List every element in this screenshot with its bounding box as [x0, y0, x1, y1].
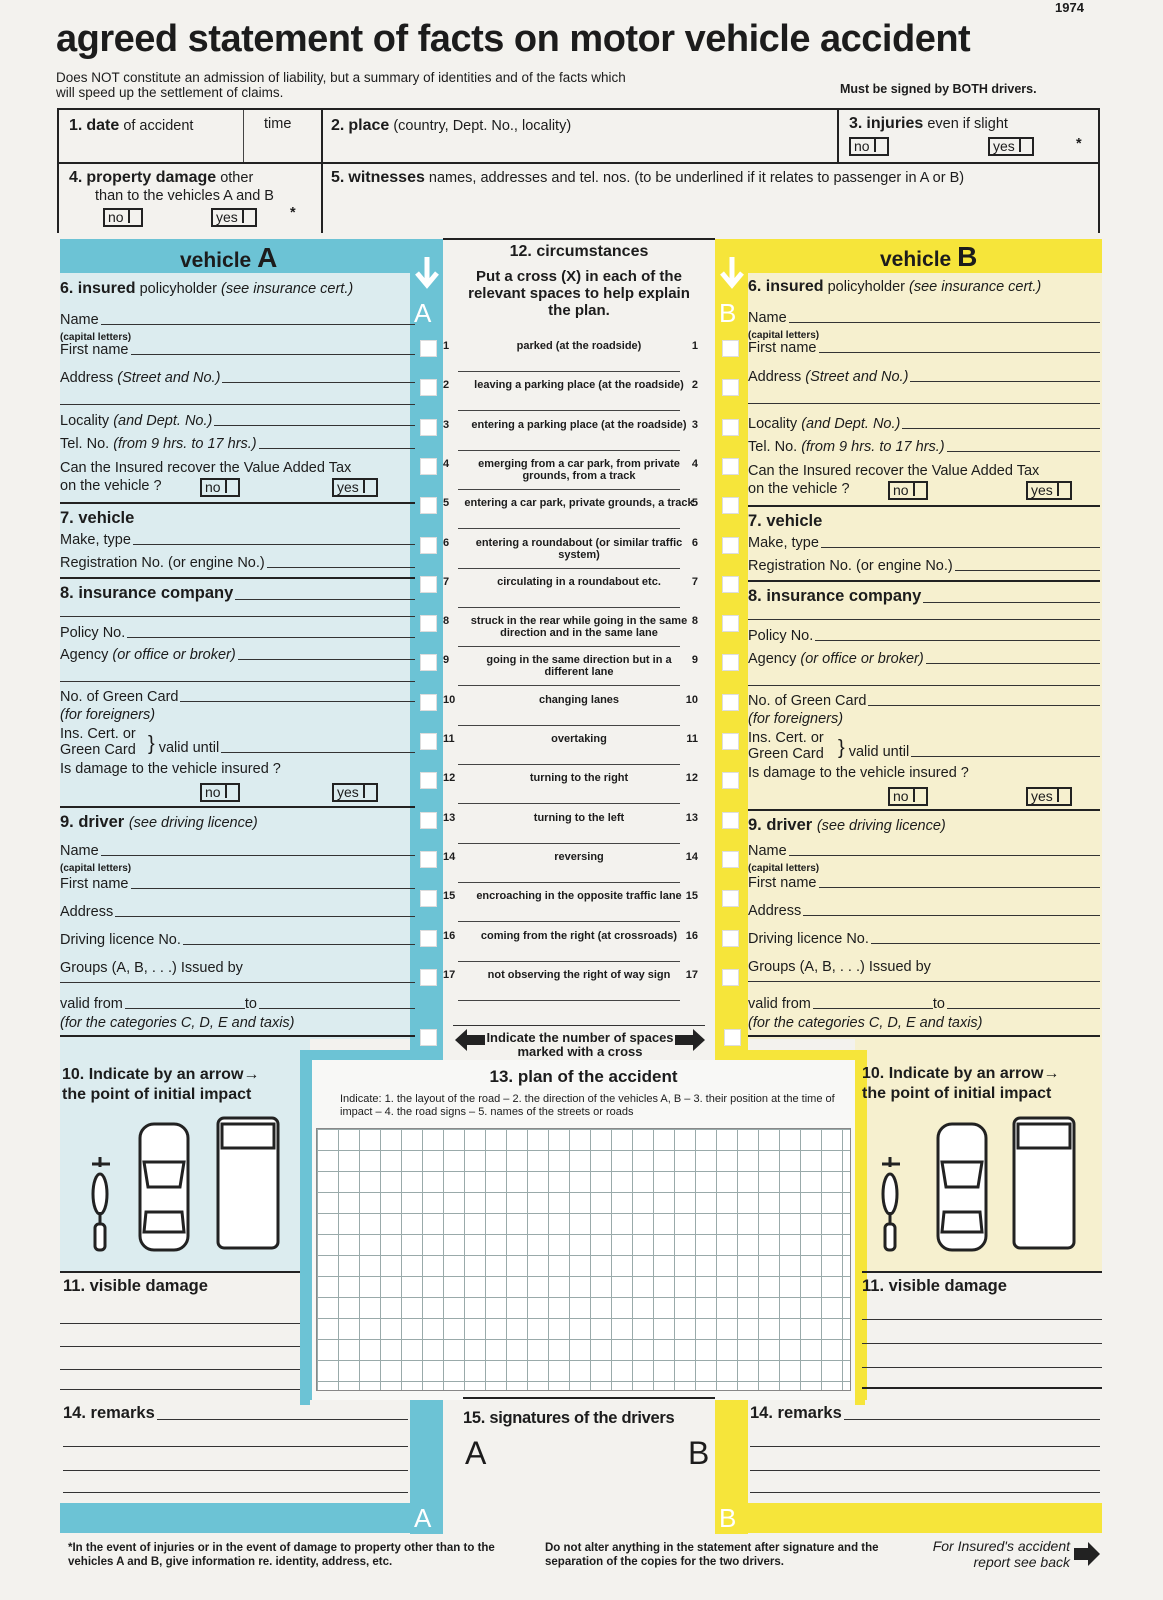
green-card-field[interactable]: No. of Green Card — [748, 693, 1100, 709]
circumstance-text: going in the same direction but in a different lane — [486, 654, 672, 678]
circumstance-number-b: 17 — [685, 969, 698, 981]
vehicle-b-title: vehicle B — [880, 241, 978, 272]
footer-see-back-link[interactable]: For Insured's accident report see back — [932, 1538, 1070, 1570]
circumstance-number-b: 7 — [691, 576, 698, 588]
circumstance-number-a: 4 — [443, 458, 450, 470]
circumstance-checkbox-b[interactable] — [722, 733, 739, 750]
damage-insured-question: Is damage to the vehicle insured ? — [60, 761, 281, 777]
must-sign-note: Must be signed by BOTH drivers. — [840, 82, 1037, 96]
signatures-title: 15. signatures of the drivers — [463, 1409, 675, 1427]
count-box-b[interactable] — [724, 1029, 741, 1046]
circumstance-text: struck in the rear while going in the same direction and in the same lane — [470, 615, 688, 639]
date-of-accident-field[interactable]: 1. date of accident — [69, 117, 194, 134]
count-note-divider — [453, 1025, 705, 1026]
circumstance-divider — [458, 607, 680, 608]
circumstance-number-b: 3 — [691, 419, 698, 431]
insured-heading: 6. insured — [748, 278, 824, 295]
licence-no-field[interactable]: Driving licence No. — [748, 931, 1100, 947]
insured-first-name-field[interactable]: First name — [60, 342, 415, 358]
circumstance-text: circulating in a roundabout etc. — [497, 576, 661, 588]
circumstance-checkbox-a[interactable] — [420, 615, 437, 632]
stripe-letter-b-bottom: B — [719, 1503, 737, 1533]
circumstance-text: parked (at the roadside) — [516, 340, 642, 352]
circumstance-checkbox-a[interactable] — [420, 576, 437, 593]
circumstance-divider — [458, 489, 680, 490]
circumstance-checkbox-a[interactable] — [420, 890, 437, 907]
groups-field[interactable]: Groups (A, B, . . .) Issued by — [748, 959, 931, 975]
circumstance-checkbox-a[interactable] — [420, 497, 437, 514]
make-type-field[interactable]: Make, type — [748, 535, 1100, 551]
vat-no-checkbox[interactable]: no — [888, 481, 928, 500]
time-field[interactable]: time — [264, 116, 292, 132]
agency-field[interactable]: Agency (or office or broker) — [60, 647, 415, 663]
arrow-down-b-icon — [718, 255, 746, 293]
circumstance-number-a: 12 — [443, 772, 456, 784]
circumstance-checkbox-b[interactable] — [722, 458, 739, 475]
circumstance-checkbox-a[interactable] — [420, 694, 437, 711]
damage-yes-checkbox[interactable]: yes — [332, 783, 378, 802]
circumstance-row — [410, 613, 748, 645]
circumstance-checkbox-a[interactable] — [420, 851, 437, 868]
circumstances-intro: Put a cross (X) in each of the relevant spaces to help explain the plan. — [468, 268, 690, 319]
circumstance-number-a: 16 — [443, 930, 456, 942]
ins-cert-label: Ins. Cert. or Green Card — [60, 726, 136, 758]
witnesses-field[interactable]: 5. witnesses names, addresses and tel. nos. (to be underlined if it relates to passenger in A or B) — [331, 169, 965, 186]
driver-address-field[interactable]: Address — [60, 904, 415, 920]
circumstances-panel — [443, 238, 715, 240]
injuries-yes-checkbox[interactable]: yes — [988, 137, 1034, 156]
arrow-right-footer-icon — [1072, 1540, 1102, 1568]
place-field[interactable]: 2. place (country, Dept. No., locality) — [331, 117, 572, 134]
circumstance-number-a: 6 — [443, 537, 450, 549]
capital-letters-note: (capital letters) — [748, 863, 820, 874]
groups-field[interactable]: Groups (A, B, . . .) Issued by — [60, 960, 243, 976]
circumstance-row — [410, 652, 748, 684]
count-note: Indicate the number of spaces marked with a cross — [486, 1030, 674, 1059]
circumstance-checkbox-a[interactable] — [420, 969, 437, 986]
vehicle-silhouettes-b-icon[interactable] — [870, 1112, 1080, 1262]
circumstance-checkbox-a[interactable] — [420, 458, 437, 475]
vat-yes-checkbox[interactable]: yes — [332, 478, 378, 497]
circumstance-row — [410, 849, 748, 881]
capital-letters-note: (capital letters) — [748, 330, 820, 341]
footer-do-not-alter-note: Do not alter anything in the statement after signature and the separation of the copies for the two drivers. — [545, 1542, 879, 1568]
circumstance-number-b: 11 — [686, 733, 698, 745]
circumstance-checkbox-b[interactable] — [722, 890, 739, 907]
circumstance-number-b: 16 — [685, 930, 698, 942]
policy-no-field[interactable]: Policy No. — [748, 628, 1100, 644]
circumstance-number-b: 4 — [691, 458, 698, 470]
signature-divider — [463, 1397, 715, 1399]
circumstance-divider — [458, 764, 680, 765]
circumstance-text: entering a roundabout (or similar traffic system) — [475, 537, 683, 561]
header-grid — [57, 108, 1100, 233]
vehicle-silhouettes-a-icon[interactable] — [80, 1112, 290, 1262]
circumstance-text: coming from the right (at crossroads) — [480, 930, 678, 942]
insured-locality-field[interactable]: Locality (and Dept. No.) — [60, 413, 415, 429]
circumstance-number-b: 9 — [691, 654, 698, 666]
registration-field[interactable]: Registration No. (or engine No.) — [60, 555, 415, 571]
circumstance-row — [410, 535, 748, 567]
vat-question-2: on the vehicle ? — [60, 478, 162, 494]
circumstance-number-b: 2 — [691, 379, 698, 391]
count-box-a[interactable] — [420, 1029, 437, 1046]
signature-a-field[interactable]: A — [465, 1435, 487, 1471]
circumstance-checkbox-a[interactable] — [420, 379, 437, 396]
circumstance-row — [410, 888, 748, 920]
circumstance-checkbox-b[interactable] — [722, 772, 739, 789]
impact-heading-b: 10. Indicate by an arrow→ the point of initial impact — [862, 1065, 1060, 1102]
driver-name-field[interactable]: Name — [748, 843, 1100, 859]
circumstance-checkbox-b[interactable] — [722, 379, 739, 396]
circumstance-number-a: 10 — [443, 694, 456, 706]
circumstance-row — [410, 810, 748, 842]
insured-name-field[interactable]: Name — [748, 310, 1100, 326]
circumstance-checkbox-b[interactable] — [722, 851, 739, 868]
damage-no-checkbox[interactable]: no — [888, 787, 928, 806]
capital-letters-note: (capital letters) — [60, 863, 132, 874]
property-damage-line2: than to the vehicles A and B — [95, 188, 274, 204]
green-card-field[interactable]: No. of Green Card — [60, 689, 415, 705]
driver-address-field[interactable]: Address — [748, 903, 1100, 919]
stripe-letter-a-bottom: A — [414, 1503, 432, 1533]
property-damage-no-checkbox[interactable]: no — [103, 208, 143, 227]
circumstance-checkbox-a[interactable] — [420, 812, 437, 829]
foreigners-note: (for foreigners) — [748, 711, 844, 727]
circumstance-row — [410, 377, 748, 409]
year: 1974 — [1055, 0, 1084, 15]
circumstance-number-b: 8 — [691, 615, 698, 627]
damage-yes-checkbox[interactable]: yes — [1026, 787, 1072, 806]
capital-letters-note: (capital letters) — [60, 332, 132, 343]
circumstance-number-a: 11 — [443, 733, 455, 745]
circumstance-divider — [458, 410, 680, 411]
circumstance-divider — [458, 843, 680, 844]
valid-from-field[interactable]: valid from to — [60, 996, 415, 1012]
insurance-company-field[interactable]: 8. insurance company — [748, 587, 1100, 606]
circumstance-number-a: 3 — [443, 419, 450, 431]
circumstance-number-b: 5 — [691, 497, 698, 509]
circumstance-checkbox-b[interactable] — [722, 812, 739, 829]
circumstance-divider — [458, 371, 680, 372]
driver-heading: 9. driver (see driving licence) — [60, 813, 258, 831]
circumstance-checkbox-b[interactable] — [722, 419, 739, 436]
circumstance-text: turning to the right — [529, 772, 629, 784]
insured-tel-field[interactable]: Tel. No. (from 9 hrs. to 17 hrs.) — [60, 436, 415, 452]
plan-title: 13. plan of the accident — [489, 1067, 678, 1086]
circumstance-divider — [458, 528, 680, 529]
impact-heading-a: 10. Indicate by an arrow→ the point of initial impact — [62, 1066, 260, 1103]
circumstance-divider — [458, 568, 680, 569]
vat-question-2: on the vehicle ? — [748, 481, 850, 497]
circumstance-row — [410, 417, 748, 449]
agency-field[interactable]: Agency (or office or broker) — [748, 651, 1100, 667]
circumstance-row — [410, 928, 748, 960]
vehicle-a-title: vehicle A — [180, 242, 278, 273]
circumstance-number-a: 7 — [443, 576, 450, 588]
vehicle-b-bottom-band — [715, 1503, 1102, 1533]
circumstance-checkbox-a[interactable] — [420, 340, 437, 357]
circumstance-number-a: 8 — [443, 615, 450, 627]
foreigners-note: (for foreigners) — [60, 707, 156, 723]
circumstance-number-b: 1 — [691, 340, 698, 352]
circumstance-number-a: 14 — [443, 851, 456, 863]
plan-drawing-grid[interactable] — [316, 1128, 851, 1391]
vehicle-heading: 7. vehicle — [60, 509, 135, 527]
circumstances-list — [410, 330, 748, 1060]
circumstance-checkbox-a[interactable] — [420, 772, 437, 789]
injuries-label: 3. injuries even if slight — [849, 115, 1008, 132]
circumstance-checkbox-a[interactable] — [420, 654, 437, 671]
circumstance-number-b: 14 — [685, 851, 698, 863]
registration-field[interactable]: Registration No. (or engine No.) — [748, 558, 1100, 574]
categories-note: (for the categories C, D, E and taxis) — [748, 1015, 983, 1031]
ins-cert-label: Ins. Cert. or Green Card — [748, 730, 824, 762]
circumstance-text: changing lanes — [538, 694, 620, 706]
circumstance-divider — [458, 921, 680, 922]
arrow-down-a-icon — [413, 255, 441, 293]
insured-locality-field[interactable]: Locality (and Dept. No.) — [748, 416, 1100, 432]
circumstance-divider — [458, 882, 680, 883]
driver-heading: 9. driver (see driving licence) — [748, 816, 946, 834]
insured-tel-field[interactable]: Tel. No. (from 9 hrs. to 17 hrs.) — [748, 439, 1100, 455]
circumstance-row — [410, 495, 748, 527]
stripe-letter-a: A — [414, 298, 432, 328]
licence-no-field[interactable]: Driving licence No. — [60, 932, 415, 948]
vat-question: Can the Insured recover the Value Added Tax — [748, 463, 1040, 479]
footer-injuries-note: *In the event of injuries or in the event of damage to property other than to the vehicles A and B, give information re. identity, address, etc. — [68, 1542, 495, 1568]
circumstance-text: overtaking — [551, 733, 607, 745]
property-damage-label: 4. property damage other — [69, 169, 254, 186]
circumstance-checkbox-b[interactable] — [722, 537, 739, 554]
vehicle-a-bottom-band — [60, 1503, 443, 1533]
circumstance-divider — [458, 961, 680, 962]
driver-first-name-field[interactable]: First name — [748, 875, 1100, 891]
circumstance-divider — [458, 646, 680, 647]
circumstance-text: not observing the right of way sign — [487, 969, 671, 981]
circumstance-text: entering a car park, private grounds, a track — [464, 497, 694, 509]
circumstances-title: 12. circumstances — [509, 243, 649, 260]
circumstance-text: emerging from a car park, from private grounds, from a track — [478, 458, 680, 482]
page-title: agreed statement of facts on motor vehicle accident — [56, 18, 971, 60]
circumstance-number-b: 12 — [685, 772, 698, 784]
driver-first-name-field[interactable]: First name — [60, 876, 415, 892]
policy-no-field[interactable]: Policy No. — [60, 625, 415, 641]
insured-heading: 6. insured — [60, 280, 136, 297]
signature-b-field[interactable]: B — [688, 1435, 710, 1471]
circumstance-text: entering a parking place (at the roadside) — [471, 419, 687, 431]
circumstance-row — [410, 967, 748, 999]
circumstance-text: turning to the left — [533, 812, 625, 824]
circumstance-number-b: 13 — [685, 812, 698, 824]
vat-yes-checkbox[interactable]: yes — [1026, 481, 1072, 500]
circumstance-row — [410, 731, 748, 763]
damage-insured-question: Is damage to the vehicle insured ? — [748, 765, 969, 781]
circumstance-divider — [458, 450, 680, 451]
categories-note: (for the categories C, D, E and taxis) — [60, 1015, 295, 1031]
circumstance-row — [410, 338, 748, 370]
valid-from-field[interactable]: valid from to — [748, 996, 1100, 1012]
insured-name-field[interactable]: Name — [60, 312, 415, 328]
damage-no-checkbox[interactable]: no — [200, 783, 240, 802]
stripe-letter-b: B — [719, 298, 737, 328]
circumstance-checkbox-a[interactable] — [420, 419, 437, 436]
plan-border-a — [300, 1050, 312, 1400]
property-damage-yes-checkbox[interactable]: yes — [211, 208, 257, 227]
circumstance-checkbox-b[interactable] — [722, 694, 739, 711]
circumstance-number-b: 10 — [685, 694, 698, 706]
valid-until-field[interactable]: } valid until — [148, 733, 415, 756]
circumstance-number-a: 13 — [443, 812, 456, 824]
insurance-company-field[interactable]: 8. insurance company — [60, 584, 415, 603]
circumstance-text: encroaching in the opposite traffic lane — [476, 890, 682, 902]
vat-no-checkbox[interactable]: no — [200, 478, 240, 497]
circumstance-divider — [458, 685, 680, 686]
vat-question: Can the Insured recover the Value Added Tax — [60, 460, 352, 476]
circumstance-checkbox-b[interactable] — [722, 969, 739, 986]
circumstance-checkbox-b[interactable] — [722, 654, 739, 671]
circumstance-number-a: 2 — [443, 379, 450, 391]
circumstance-number-b: 15 — [685, 890, 698, 902]
subtitle: Does NOT constitute an admission of liability, but a summary of identities and of the facts which will speed up the settlement of claims. — [56, 70, 626, 100]
circumstance-checkbox-a[interactable] — [420, 733, 437, 750]
circumstance-checkbox-b[interactable] — [722, 615, 739, 632]
property-damage-asterisk: * — [290, 205, 296, 221]
circumstance-number-b: 6 — [691, 537, 698, 549]
vehicle-heading: 7. vehicle — [748, 512, 823, 530]
insured-address-field[interactable]: Address (Street and No.) — [748, 369, 1100, 385]
circumstance-row — [410, 692, 748, 724]
plan-instructions: Indicate: 1. the layout of the road – 2. the direction of the vehicles A, B – 3. their position at the time of impact – 4. the road signs – 5. names of the streets or roads — [340, 1093, 835, 1118]
circumstance-row — [410, 770, 748, 802]
driver-name-field[interactable]: Name — [60, 843, 415, 859]
injuries-asterisk: * — [1076, 136, 1082, 152]
circumstance-divider — [458, 803, 680, 804]
circumstance-number-a: 5 — [443, 497, 450, 509]
circumstance-row — [410, 574, 748, 606]
make-type-field[interactable]: Make, type — [60, 532, 415, 548]
circumstance-text: leaving a parking place (at the roadside) — [474, 379, 684, 391]
valid-until-field[interactable]: } valid until — [838, 737, 1100, 760]
insured-address-field[interactable]: Address (Street and No.) — [60, 370, 415, 386]
circumstance-text: reversing — [554, 851, 604, 863]
circumstance-row — [410, 456, 748, 488]
circumstance-checkbox-b[interactable] — [722, 497, 739, 514]
injuries-no-checkbox[interactable]: no — [849, 137, 889, 156]
circumstance-checkbox-b[interactable] — [722, 576, 739, 593]
circumstance-checkbox-b[interactable] — [722, 930, 739, 947]
circumstance-checkbox-b[interactable] — [722, 340, 739, 357]
circumstance-checkbox-a[interactable] — [420, 537, 437, 554]
circumstance-number-a: 9 — [443, 654, 450, 666]
insured-first-name-field[interactable]: First name — [748, 340, 1100, 356]
circumstance-checkbox-a[interactable] — [420, 930, 437, 947]
circumstance-divider — [458, 1000, 680, 1001]
circumstance-divider — [458, 725, 680, 726]
circumstance-number-a: 15 — [443, 890, 456, 902]
circumstance-number-a: 17 — [443, 969, 456, 981]
circumstance-number-a: 1 — [443, 340, 450, 352]
